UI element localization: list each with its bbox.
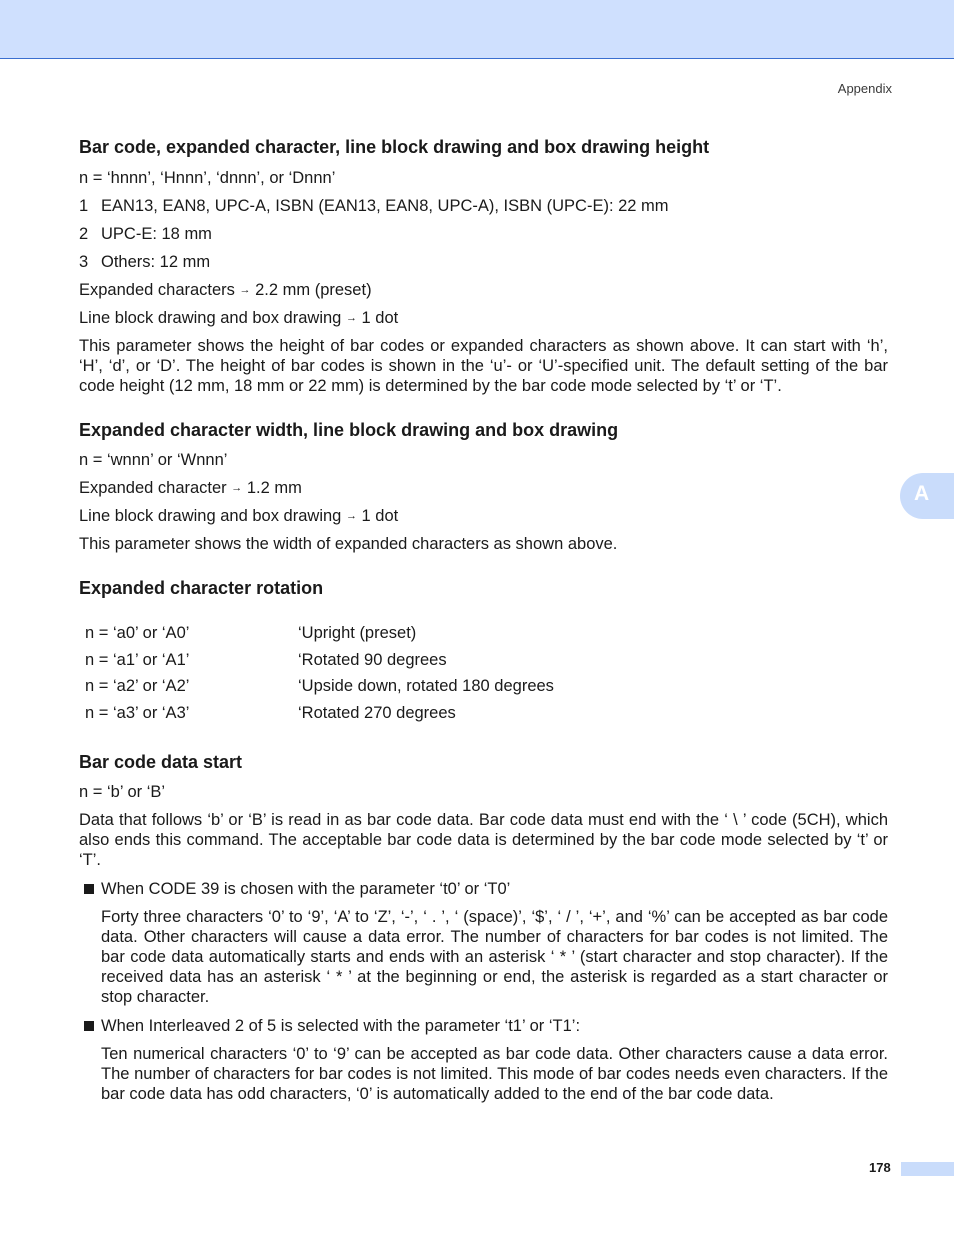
- table-cell-desc: ‘Rotated 90 degrees: [298, 650, 447, 669]
- table-cell-param: n = ‘a2’ or ‘A2’: [85, 677, 190, 696]
- section-heading-width: Expanded character width, line block drawing and box drawing: [79, 420, 619, 440]
- table-cell-param: n = ‘a1’ or ‘A1’: [85, 650, 190, 669]
- bullet-body: Forty three characters ‘0’ to ‘9’, ‘A’ to ‘Z’, ‘-’, ‘ . ’, ‘ (space)’, ‘$’, ‘ / ’, ‘+’, and ‘%’ can be accepted as bar code data. Other characters will cause a data error. The number of characters for bar codes is not limited. The bar code data automatically starts and ends with an asterisk ‘ * ’ (start character and stop character). If the received data has an asterisk ‘ * ’ at the beginning or end, the asterisk is regarded as a start character or stop character.: [101, 908, 888, 1006]
- bullet-body: Ten numerical characters ‘0’ to ‘9’ can be accepted as bar code data. Other characters cause a data error. The number of characters for bar codes is not limited. This mode of bar codes needs even characters. If the bar code data has odd characters, ‘0’ is automatically added to the end of the bar code data.: [101, 1045, 888, 1103]
- line-block-height-line: [79, 308, 889, 330]
- list-item: [79, 224, 889, 244]
- section-heading-height: Bar code, expanded character, line block drawing and box drawing height: [79, 137, 710, 157]
- list-text: Others: 12 mm: [101, 253, 211, 271]
- expanded-label: Expanded characters: [79, 281, 235, 299]
- bullet-title: When CODE 39 is chosen with the parameter ‘t0’ or ‘T0’: [101, 880, 511, 898]
- arrow-icon: →: [239, 284, 251, 296]
- table-row: [85, 700, 785, 727]
- arrow-icon: →: [345, 312, 357, 324]
- list-text: UPC-E: 18 mm: [101, 225, 212, 243]
- page-number: 178: [869, 1160, 891, 1175]
- table-cell-desc: ‘Rotated 270 degrees: [298, 703, 456, 722]
- line-label: Line block drawing and box drawing: [79, 309, 342, 327]
- expanded-height-line: [79, 280, 889, 302]
- rotation-table: [85, 620, 785, 726]
- list-item: [79, 252, 889, 272]
- list-number: 2: [79, 225, 89, 243]
- list-number: 3: [79, 253, 89, 271]
- section-paragraph: This parameter shows the width of expanded characters as shown above.: [79, 535, 618, 553]
- list-number: 1: [79, 197, 89, 215]
- param-line: n = ‘hnnn’, ‘Hnnn’, ‘dnnn’, or ‘Dnnn’: [79, 169, 336, 187]
- table-cell-desc: ‘Upright (preset): [298, 624, 417, 643]
- line-block-width-line: [79, 506, 889, 528]
- section-paragraph: This parameter shows the height of bar codes or expanded characters as shown above. It can start with ‘h’, ‘H’, ‘d’, or ‘D’. The height of bar codes is shown in the ‘u’- or ‘U’-specified unit. The default setting of the bar code height (12 mm, 18 mm or 22 mm) is determined by the bar code mode selected by ‘t’ or ‘T’.: [79, 337, 888, 395]
- list-text: EAN13, EAN8, UPC-A, ISBN (EAN13, EAN8, UPC-A), ISBN (UPC-E): 22 mm: [101, 197, 669, 215]
- header-band: [0, 0, 954, 59]
- table-row: [85, 620, 785, 647]
- table-row: [85, 673, 785, 700]
- bullet-title: When Interleaved 2 of 5 is selected with the parameter ‘t1’ or ‘T1’:: [101, 1017, 581, 1035]
- footer-bar: [901, 1162, 954, 1176]
- section-heading-barcode-start: Bar code data start: [79, 752, 243, 772]
- running-header: Appendix: [837, 81, 892, 96]
- arrow-icon: →: [345, 510, 357, 522]
- param-line: n = ‘wnnn’ or ‘Wnnn’: [79, 451, 228, 469]
- table-cell-param: n = ‘a3’ or ‘A3’: [85, 703, 190, 722]
- expanded-value: 1.2 mm: [246, 479, 302, 497]
- line-value: 1 dot: [361, 309, 399, 327]
- expanded-value: 2.2 mm (preset): [255, 281, 372, 299]
- line-value: 1 dot: [361, 507, 399, 525]
- section-heading-rotation: Expanded character rotation: [79, 578, 324, 598]
- table-cell-param: n = ‘a0’ or ‘A0’: [85, 624, 190, 643]
- appendix-tab-letter: A: [914, 482, 930, 505]
- arrow-icon: →: [231, 482, 243, 494]
- table-row: [85, 647, 785, 674]
- list-item: [79, 196, 889, 216]
- expanded-width-line: [79, 478, 889, 500]
- section-paragraph: Data that follows ‘b’ or ‘B’ is read in as bar code data. Bar code data must end with the ‘ \ ’ code (5CH), which also ends this command. The acceptable bar code data is determined by the bar code mode selected by ‘t’ or ‘T’.: [79, 811, 888, 869]
- expanded-label: Expanded character: [79, 479, 227, 497]
- table-cell-desc: ‘Upside down, rotated 180 degrees: [298, 677, 554, 696]
- appendix-tab[interactable]: [900, 473, 954, 519]
- line-label: Line block drawing and box drawing: [79, 507, 342, 525]
- param-line: n = ‘b’ or ‘B’: [79, 783, 166, 801]
